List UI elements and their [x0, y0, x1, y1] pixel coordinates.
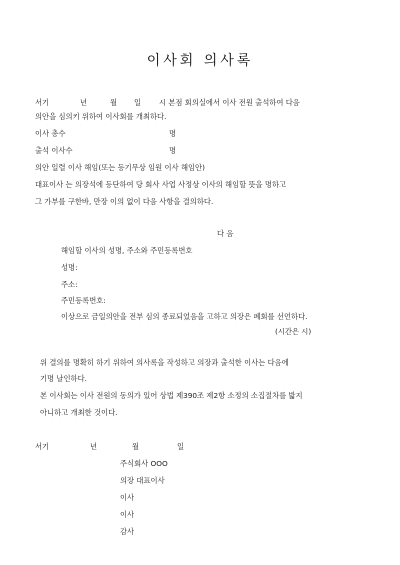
record-line2: 기명 날인하다.: [40, 374, 87, 383]
signature-auditor: 감사: [120, 527, 135, 536]
intro-line2: 의안을 심의키 위하여 이사회를 개최하다.: [35, 112, 167, 121]
name-label: 성명:: [61, 263, 78, 272]
footer-date-day: 일: [177, 442, 185, 451]
footer-date-year: 년: [90, 442, 98, 451]
rrn-label: 주민등록번호:: [61, 296, 106, 305]
consent-line2: 아니하고 개최한 것이다.: [40, 408, 118, 417]
footer-date-month: 월: [132, 442, 140, 451]
resolution-line2: 그 가부를 구한바, 만장 이의 없이 다음 사항을 결의하다.: [35, 197, 214, 206]
document-title: 이사회 의사록: [146, 53, 254, 69]
date-month-label: 월: [110, 98, 118, 107]
agenda-line: 의안 일렬 이사 해임(또는 등기무상 임원 이사 해임안): [35, 163, 205, 172]
resolution-line1: 대표이사 는 의장석에 등단하여 당 회사 사업 사정상 이사의 해임할 뜻을 명하고: [35, 180, 287, 189]
directors-total-label: 이사 총수: [35, 129, 66, 138]
time-note: (시간은 시): [275, 327, 312, 336]
address-label: 주소:: [61, 280, 78, 289]
closing-statement: 이상으로 금일의안을 전부 심의 종료되었음을 고하고 의장은 폐회를 선언하다.: [61, 312, 308, 321]
signature-director-2: 이사: [120, 510, 135, 519]
directors-present-unit: 명: [169, 146, 177, 155]
directors-total-unit: 명: [169, 129, 177, 138]
date-day-label: 일: [134, 98, 142, 107]
signature-director-1: 이사: [120, 493, 135, 502]
heading-next: 다 음: [217, 229, 234, 238]
intro-line1-rest: 시 본점 회의실에서 이사 전원 출석하여 다음: [159, 98, 300, 107]
signature-company: 주식회사 OOO: [120, 459, 168, 468]
record-line1: 위 결의를 명확히 하기 위하여 의사록을 작성하고 의장과 출석한 이사는 다음에: [40, 358, 289, 367]
date-year-label: 년: [80, 98, 88, 107]
date-prefix: 서기: [35, 98, 50, 107]
dismissal-heading: 해임할 이사의 성명, 주소와 주민등록번호: [61, 246, 193, 255]
consent-line1: 본 이사회는 이사 전원의 동의가 있어 상법 제390조 제2항 소정의 소집절차를 밟지: [40, 391, 303, 400]
footer-date-prefix: 서기: [35, 442, 50, 451]
signature-chair: 의장 대표이사: [120, 476, 165, 485]
directors-present-label: 출석 이사수: [35, 146, 73, 155]
